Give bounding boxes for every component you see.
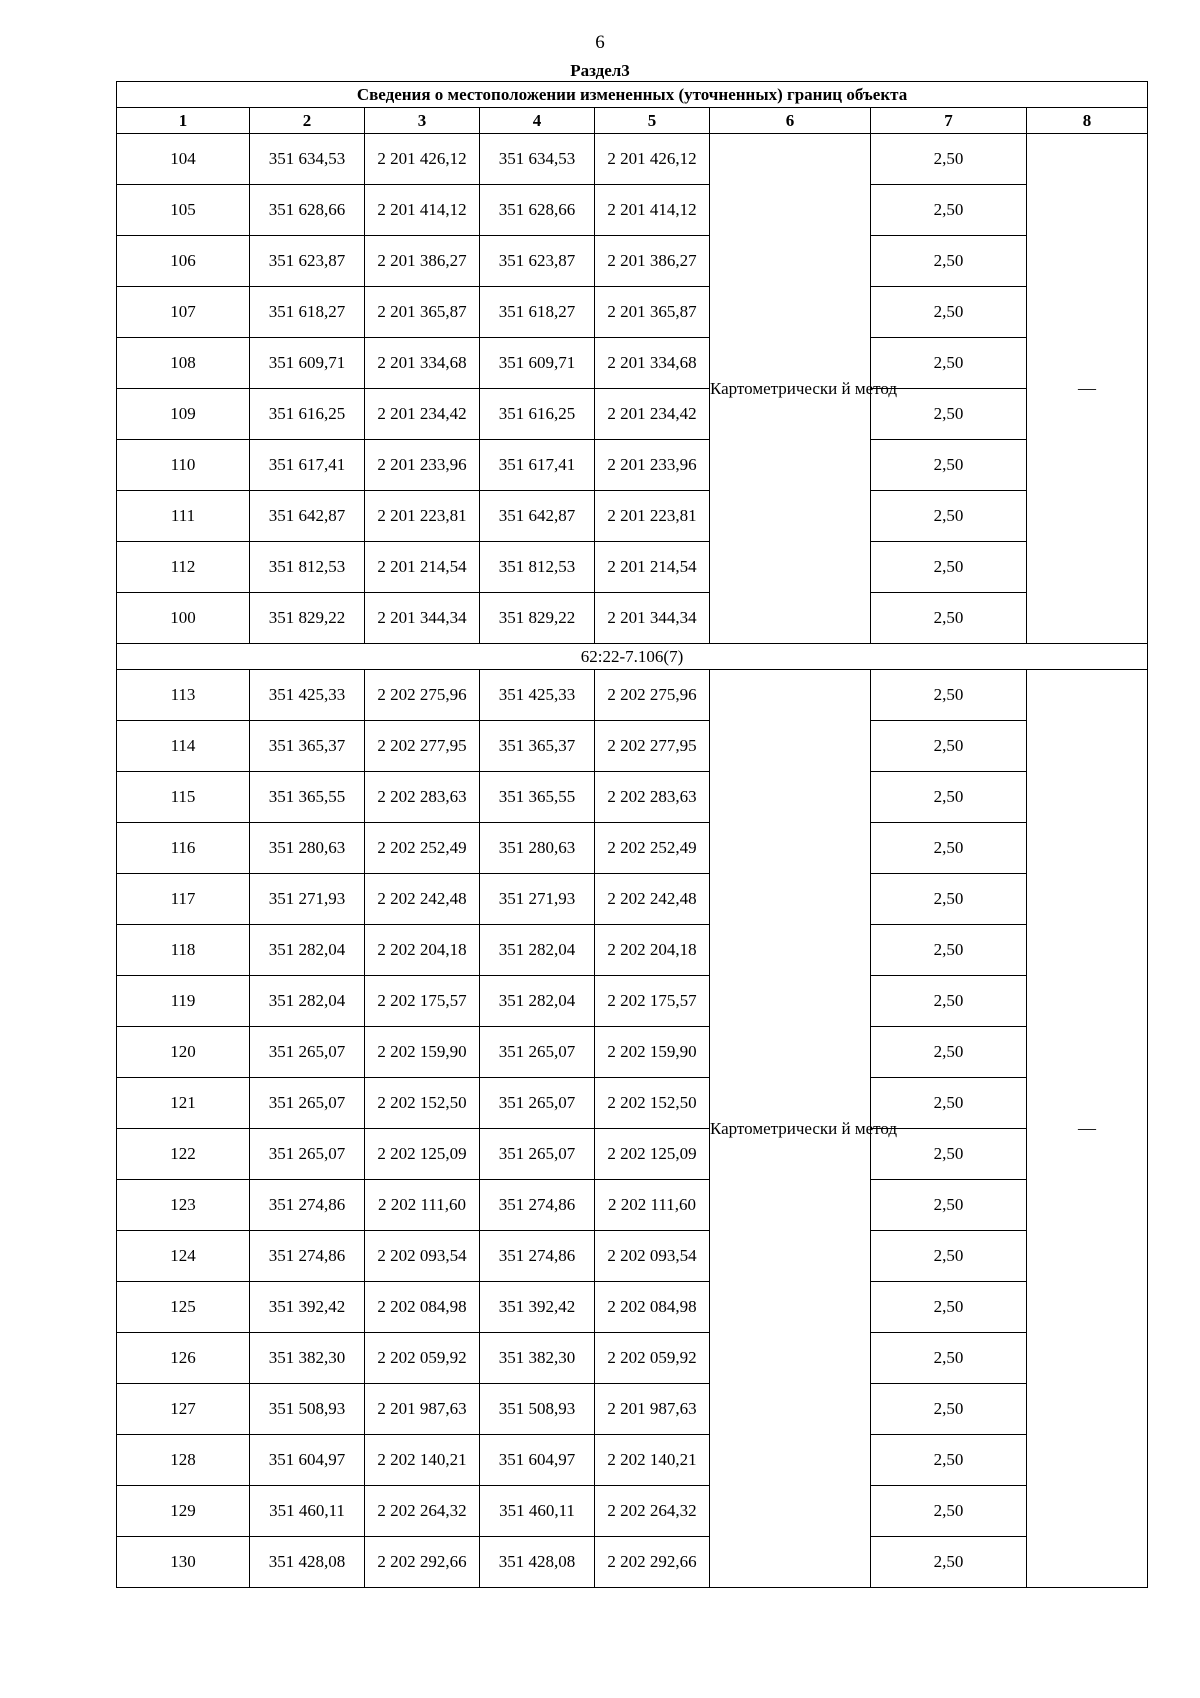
x-new-cell: 351 642,87 <box>480 491 595 542</box>
page-number: 6 <box>595 32 605 53</box>
x-new-cell: 351 365,55 <box>480 772 595 823</box>
group-label: 62:22-7.106(7) <box>117 644 1148 670</box>
precision-cell: 2,50 <box>871 925 1027 976</box>
table-row <box>117 1486 1148 1537</box>
table-caption-row <box>117 82 1148 108</box>
y-existing-cell: 2 202 175,57 <box>365 976 480 1027</box>
table-row <box>117 1231 1148 1282</box>
y-existing-cell: 2 202 059,92 <box>365 1333 480 1384</box>
x-existing-cell: 351 392,42 <box>250 1282 365 1333</box>
y-existing-cell: 2 201 344,34 <box>365 593 480 644</box>
table-row <box>117 287 1148 338</box>
precision-cell: 2,50 <box>871 874 1027 925</box>
table-row <box>117 1180 1148 1231</box>
table-row <box>117 593 1148 644</box>
x-new-cell: 351 274,86 <box>480 1180 595 1231</box>
precision-cell: 2,50 <box>871 1027 1027 1078</box>
point-number-cell: 122 <box>117 1129 250 1180</box>
point-number-cell: 130 <box>117 1537 250 1588</box>
column-number: 8 <box>1027 108 1148 134</box>
x-existing-cell: 351 616,25 <box>250 389 365 440</box>
point-number-cell: 119 <box>117 976 250 1027</box>
column-number: 4 <box>480 108 595 134</box>
point-number-cell: 112 <box>117 542 250 593</box>
x-new-cell: 351 508,93 <box>480 1384 595 1435</box>
y-new-cell: 2 202 252,49 <box>595 823 710 874</box>
precision-cell: 2,50 <box>871 1333 1027 1384</box>
point-number-cell: 111 <box>117 491 250 542</box>
table-row <box>117 721 1148 772</box>
x-new-cell: 351 617,41 <box>480 440 595 491</box>
table-row <box>117 1333 1148 1384</box>
y-existing-cell: 2 201 223,81 <box>365 491 480 542</box>
precision-cell: 2,50 <box>871 823 1027 874</box>
point-number-cell: 125 <box>117 1282 250 1333</box>
precision-cell: 2,50 <box>871 1078 1027 1129</box>
x-existing-cell: 351 274,86 <box>250 1231 365 1282</box>
point-number-cell: 100 <box>117 593 250 644</box>
y-new-cell: 2 201 223,81 <box>595 491 710 542</box>
y-new-cell: 2 202 111,60 <box>595 1180 710 1231</box>
y-existing-cell: 2 201 987,63 <box>365 1384 480 1435</box>
y-new-cell: 2 201 426,12 <box>595 134 710 185</box>
x-new-cell: 351 460,11 <box>480 1486 595 1537</box>
y-new-cell: 2 202 277,95 <box>595 721 710 772</box>
method-cell: Картометрически й метод <box>710 134 871 644</box>
point-number-cell: 127 <box>117 1384 250 1435</box>
y-existing-cell: 2 202 084,98 <box>365 1282 480 1333</box>
y-existing-cell: 2 202 159,90 <box>365 1027 480 1078</box>
y-new-cell: 2 201 214,54 <box>595 542 710 593</box>
precision-cell: 2,50 <box>871 772 1027 823</box>
point-number-cell: 115 <box>117 772 250 823</box>
x-new-cell: 351 829,22 <box>480 593 595 644</box>
table-row <box>117 670 1148 721</box>
point-number-cell: 110 <box>117 440 250 491</box>
point-number-cell: 107 <box>117 287 250 338</box>
table-row <box>117 389 1148 440</box>
y-existing-cell: 2 202 152,50 <box>365 1078 480 1129</box>
precision-cell: 2,50 <box>871 389 1027 440</box>
y-existing-cell: 2 201 214,54 <box>365 542 480 593</box>
table-body <box>117 82 1148 1588</box>
x-new-cell: 351 365,37 <box>480 721 595 772</box>
table-row <box>117 1027 1148 1078</box>
x-new-cell: 351 628,66 <box>480 185 595 236</box>
y-new-cell: 2 202 275,96 <box>595 670 710 721</box>
precision-cell: 2,50 <box>871 1180 1027 1231</box>
point-number-cell: 106 <box>117 236 250 287</box>
y-existing-cell: 2 201 386,27 <box>365 236 480 287</box>
point-number-cell: 109 <box>117 389 250 440</box>
point-number-cell: 129 <box>117 1486 250 1537</box>
y-new-cell: 2 202 292,66 <box>595 1537 710 1588</box>
x-existing-cell: 351 365,55 <box>250 772 365 823</box>
y-new-cell: 2 202 283,63 <box>595 772 710 823</box>
precision-cell: 2,50 <box>871 721 1027 772</box>
point-number-cell: 113 <box>117 670 250 721</box>
col8-cell: — <box>1027 134 1148 644</box>
y-existing-cell: 2 201 414,12 <box>365 185 480 236</box>
y-new-cell: 2 202 084,98 <box>595 1282 710 1333</box>
table-row <box>117 976 1148 1027</box>
table-row <box>117 185 1148 236</box>
x-existing-cell: 351 642,87 <box>250 491 365 542</box>
precision-cell: 2,50 <box>871 1231 1027 1282</box>
y-new-cell: 2 201 334,68 <box>595 338 710 389</box>
point-number-cell: 120 <box>117 1027 250 1078</box>
table-row <box>117 925 1148 976</box>
x-existing-cell: 351 265,07 <box>250 1129 365 1180</box>
x-new-cell: 351 604,97 <box>480 1435 595 1486</box>
y-new-cell: 2 201 386,27 <box>595 236 710 287</box>
x-existing-cell: 351 274,86 <box>250 1180 365 1231</box>
y-new-cell: 2 202 059,92 <box>595 1333 710 1384</box>
table-row <box>117 542 1148 593</box>
y-existing-cell: 2 201 426,12 <box>365 134 480 185</box>
y-existing-cell: 2 201 233,96 <box>365 440 480 491</box>
point-number-cell: 108 <box>117 338 250 389</box>
y-new-cell: 2 201 987,63 <box>595 1384 710 1435</box>
y-existing-cell: 2 202 204,18 <box>365 925 480 976</box>
y-existing-cell: 2 202 283,63 <box>365 772 480 823</box>
precision-cell: 2,50 <box>871 338 1027 389</box>
y-existing-cell: 2 202 275,96 <box>365 670 480 721</box>
x-existing-cell: 351 282,04 <box>250 925 365 976</box>
x-existing-cell: 351 265,07 <box>250 1027 365 1078</box>
x-existing-cell: 351 365,37 <box>250 721 365 772</box>
group-label-row <box>117 644 1148 670</box>
precision-cell: 2,50 <box>871 1486 1027 1537</box>
x-existing-cell: 351 382,30 <box>250 1333 365 1384</box>
y-existing-cell: 2 202 125,09 <box>365 1129 480 1180</box>
table-row <box>117 338 1148 389</box>
precision-cell: 2,50 <box>871 1282 1027 1333</box>
x-existing-cell: 351 428,08 <box>250 1537 365 1588</box>
y-new-cell: 2 201 344,34 <box>595 593 710 644</box>
y-existing-cell: 2 201 334,68 <box>365 338 480 389</box>
x-existing-cell: 351 623,87 <box>250 236 365 287</box>
y-new-cell: 2 202 140,21 <box>595 1435 710 1486</box>
x-existing-cell: 351 280,63 <box>250 823 365 874</box>
precision-cell: 2,50 <box>871 976 1027 1027</box>
x-existing-cell: 351 634,53 <box>250 134 365 185</box>
x-existing-cell: 351 282,04 <box>250 976 365 1027</box>
point-number-cell: 123 <box>117 1180 250 1231</box>
point-number-cell: 124 <box>117 1231 250 1282</box>
table-row <box>117 1384 1148 1435</box>
table-row <box>117 1435 1148 1486</box>
point-number-cell: 116 <box>117 823 250 874</box>
column-number: 5 <box>595 108 710 134</box>
y-new-cell: 2 202 242,48 <box>595 874 710 925</box>
precision-cell: 2,50 <box>871 1537 1027 1588</box>
x-new-cell: 351 618,27 <box>480 287 595 338</box>
table-caption: Сведения о местоположении измененных (уточненных) границ объекта <box>117 82 1148 108</box>
table-row <box>117 1282 1148 1333</box>
table-row <box>117 1129 1148 1180</box>
table-row <box>117 440 1148 491</box>
column-number: 3 <box>365 108 480 134</box>
method-cell: Картометрически й метод <box>710 670 871 1588</box>
y-existing-cell: 2 202 242,48 <box>365 874 480 925</box>
x-new-cell: 351 382,30 <box>480 1333 595 1384</box>
table-row <box>117 491 1148 542</box>
y-existing-cell: 2 202 277,95 <box>365 721 480 772</box>
col8-cell: — <box>1027 670 1148 1588</box>
precision-cell: 2,50 <box>871 440 1027 491</box>
x-existing-cell: 351 265,07 <box>250 1078 365 1129</box>
y-new-cell: 2 202 093,54 <box>595 1231 710 1282</box>
table-row <box>117 134 1148 185</box>
x-existing-cell: 351 812,53 <box>250 542 365 593</box>
x-existing-cell: 351 425,33 <box>250 670 365 721</box>
y-new-cell: 2 201 414,12 <box>595 185 710 236</box>
point-number-cell: 118 <box>117 925 250 976</box>
precision-cell: 2,50 <box>871 670 1027 721</box>
table-row <box>117 236 1148 287</box>
x-new-cell: 351 623,87 <box>480 236 595 287</box>
x-new-cell: 351 616,25 <box>480 389 595 440</box>
x-new-cell: 351 282,04 <box>480 976 595 1027</box>
precision-cell: 2,50 <box>871 491 1027 542</box>
table-row <box>117 823 1148 874</box>
precision-cell: 2,50 <box>871 1129 1027 1180</box>
x-existing-cell: 351 618,27 <box>250 287 365 338</box>
y-new-cell: 2 201 234,42 <box>595 389 710 440</box>
precision-cell: 2,50 <box>871 542 1027 593</box>
point-number-cell: 117 <box>117 874 250 925</box>
x-new-cell: 351 271,93 <box>480 874 595 925</box>
point-number-cell: 126 <box>117 1333 250 1384</box>
x-existing-cell: 351 271,93 <box>250 874 365 925</box>
x-new-cell: 351 265,07 <box>480 1027 595 1078</box>
y-new-cell: 2 202 152,50 <box>595 1078 710 1129</box>
y-existing-cell: 2 202 111,60 <box>365 1180 480 1231</box>
precision-cell: 2,50 <box>871 1384 1027 1435</box>
column-number: 1 <box>117 108 250 134</box>
precision-cell: 2,50 <box>871 134 1027 185</box>
precision-cell: 2,50 <box>871 287 1027 338</box>
table-row <box>117 1078 1148 1129</box>
y-new-cell: 2 202 264,32 <box>595 1486 710 1537</box>
x-new-cell: 351 274,86 <box>480 1231 595 1282</box>
precision-cell: 2,50 <box>871 593 1027 644</box>
x-existing-cell: 351 628,66 <box>250 185 365 236</box>
x-existing-cell: 351 460,11 <box>250 1486 365 1537</box>
y-new-cell: 2 202 159,90 <box>595 1027 710 1078</box>
column-number: 7 <box>871 108 1027 134</box>
table-row <box>117 1537 1148 1588</box>
x-new-cell: 351 392,42 <box>480 1282 595 1333</box>
x-existing-cell: 351 609,71 <box>250 338 365 389</box>
y-new-cell: 2 201 233,96 <box>595 440 710 491</box>
point-number-cell: 104 <box>117 134 250 185</box>
y-new-cell: 2 202 125,09 <box>595 1129 710 1180</box>
precision-cell: 2,50 <box>871 185 1027 236</box>
section-title: Раздел3 <box>570 61 630 80</box>
x-new-cell: 351 812,53 <box>480 542 595 593</box>
x-existing-cell: 351 617,41 <box>250 440 365 491</box>
point-number-cell: 105 <box>117 185 250 236</box>
x-existing-cell: 351 604,97 <box>250 1435 365 1486</box>
y-existing-cell: 2 201 234,42 <box>365 389 480 440</box>
y-existing-cell: 2 201 365,87 <box>365 287 480 338</box>
precision-cell: 2,50 <box>871 236 1027 287</box>
x-new-cell: 351 425,33 <box>480 670 595 721</box>
precision-cell: 2,50 <box>871 1435 1027 1486</box>
x-existing-cell: 351 508,93 <box>250 1384 365 1435</box>
y-existing-cell: 2 202 093,54 <box>365 1231 480 1282</box>
y-existing-cell: 2 202 292,66 <box>365 1537 480 1588</box>
point-number-cell: 114 <box>117 721 250 772</box>
x-new-cell: 351 634,53 <box>480 134 595 185</box>
x-new-cell: 351 265,07 <box>480 1129 595 1180</box>
x-new-cell: 351 280,63 <box>480 823 595 874</box>
y-existing-cell: 2 202 264,32 <box>365 1486 480 1537</box>
x-new-cell: 351 428,08 <box>480 1537 595 1588</box>
x-existing-cell: 351 829,22 <box>250 593 365 644</box>
x-new-cell: 351 265,07 <box>480 1078 595 1129</box>
y-new-cell: 2 201 365,87 <box>595 287 710 338</box>
boundary-table <box>116 81 1148 1588</box>
y-existing-cell: 2 202 252,49 <box>365 823 480 874</box>
x-new-cell: 351 609,71 <box>480 338 595 389</box>
table-row <box>117 874 1148 925</box>
point-number-cell: 121 <box>117 1078 250 1129</box>
y-new-cell: 2 202 175,57 <box>595 976 710 1027</box>
point-number-cell: 128 <box>117 1435 250 1486</box>
x-new-cell: 351 282,04 <box>480 925 595 976</box>
y-new-cell: 2 202 204,18 <box>595 925 710 976</box>
y-existing-cell: 2 202 140,21 <box>365 1435 480 1486</box>
table-row <box>117 772 1148 823</box>
column-number: 6 <box>710 108 871 134</box>
column-number-row <box>117 108 1148 134</box>
column-number: 2 <box>250 108 365 134</box>
